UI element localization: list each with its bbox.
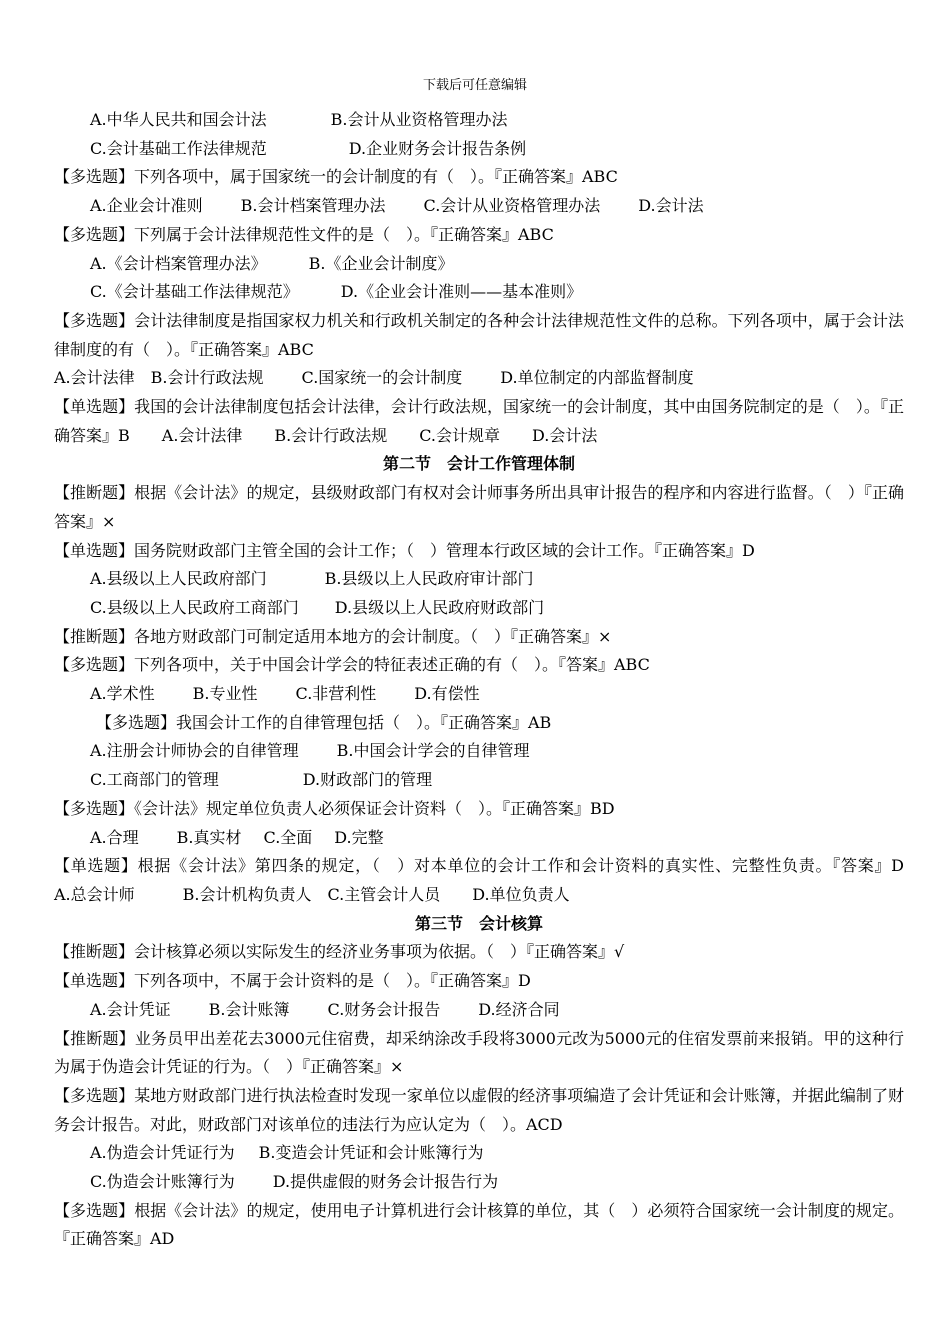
option-text: B.变造会计凭证和会计账簿行为 bbox=[258, 1143, 484, 1163]
text-line bbox=[54, 824, 904, 853]
text-line bbox=[54, 221, 904, 250]
option-text: D.完整 bbox=[334, 827, 384, 847]
text-line bbox=[54, 737, 904, 766]
text-line bbox=[54, 651, 904, 680]
section-heading bbox=[54, 450, 904, 479]
text-line bbox=[54, 163, 904, 192]
option-text: B.会计从业资格管理办法 bbox=[330, 110, 508, 129]
option-text: A.伪造会计凭证行为 bbox=[90, 1143, 235, 1163]
text-line bbox=[54, 795, 904, 824]
option-text: D.财政部门的管理 bbox=[302, 770, 433, 790]
line-text: 【多选题】下列属于会计法律规范性文件的是（ ）。『正确答案』ABC bbox=[54, 224, 554, 244]
line-text: 【多选题】下列各项中，属于国家统一的会计制度的有（ ）。『正确答案』ABC bbox=[54, 167, 618, 187]
option-text: D.有偿性 bbox=[414, 684, 480, 704]
option-text: A.中华人民共和国会计法 bbox=[90, 110, 267, 129]
option-text: B.会计账簿 bbox=[208, 999, 290, 1019]
line-text: 【多选题】根据《会计法》的规定，使用电子计算机进行会计核算的单位，其（ ）必须符合国家统一会计制度的规定。『正确答案』AD bbox=[54, 1200, 904, 1249]
line-text: 【多选题】某地方财政部门进行执法检查时发现一家单位以虚假的经济事项编造了会计凭证和会计账簿，并据此编制了财务会计报告。对此，财政部门对该单位的违法行为应认定为（ ）。ACD bbox=[54, 1085, 904, 1134]
text-line bbox=[54, 967, 904, 996]
text-line bbox=[54, 307, 904, 364]
option-text: B.会计档案管理办法 bbox=[240, 196, 386, 216]
text-line bbox=[54, 680, 904, 709]
option-text: A.注册会计师协会的自律管理 bbox=[90, 741, 299, 761]
line-text: 【推断题】业务员甲出差花去3000元住宿费，却采纳涂改手段将3000元改为5000元的住宿发票前来报销。甲的这种行为属于伪造会计凭证的行为。（ ）『正确答案』× bbox=[54, 1028, 904, 1077]
option-text: A.合理 bbox=[90, 827, 139, 847]
option-text: B.专业性 bbox=[192, 684, 258, 704]
option-text: A.《会计档案管理办法》 bbox=[90, 253, 267, 273]
option-text: A.会计凭证 bbox=[90, 999, 171, 1019]
line-text: 第二节 会计工作管理体制 bbox=[382, 454, 575, 474]
section-heading bbox=[54, 910, 904, 939]
text-line bbox=[54, 996, 904, 1025]
option-text: C.会计基础工作法律规范 bbox=[90, 138, 267, 158]
option-text: B.会计行政法规 bbox=[150, 368, 264, 388]
option-text: C.财务会计报告 bbox=[327, 999, 441, 1019]
option-text: A.县级以上人民政府部门 bbox=[90, 569, 267, 589]
option-text: C.工商部门的管理 bbox=[90, 770, 219, 790]
text-line bbox=[54, 1025, 904, 1082]
option-text: B.真实材 bbox=[176, 827, 242, 847]
text-line bbox=[54, 192, 904, 221]
option-text: B.《企业会计制度》 bbox=[308, 253, 454, 273]
option-text: D.会计法 bbox=[638, 196, 704, 216]
option-text: D.单位制定的内部监督制度 bbox=[500, 368, 694, 388]
text-line bbox=[54, 479, 904, 536]
line-text: 【单选题】我国的会计法律制度包括会计法律，会计行政法规，国家统一的会计制度，其中由国务院制定的是（ ）。『正确答案』B A.会计法律 B.会计行政法规 C.会计规章 D.会计法 bbox=[54, 397, 904, 445]
option-text: D.《企业会计准则——基本准则》 bbox=[340, 282, 583, 302]
document-body bbox=[54, 106, 937, 1254]
line-text: 【推断题】会计核算必须以实际发生的经济业务事项为依据。（ ）『正确答案』√ bbox=[54, 942, 625, 962]
text-line bbox=[54, 623, 904, 652]
text-line bbox=[54, 1168, 904, 1197]
line-text: 【多选题】下列各项中，关于中国会计学会的特征表述正确的有（ ）。『答案』ABC bbox=[54, 655, 650, 675]
text-line bbox=[54, 1139, 904, 1168]
option-text: C.会计从业资格管理办法 bbox=[423, 196, 601, 216]
text-line bbox=[54, 278, 904, 307]
option-text: B.县级以上人民政府审计部门 bbox=[324, 569, 534, 589]
option-text: C.非营利性 bbox=[295, 684, 377, 704]
line-text: 【多选题】会计法律制度是指国家权力机关和行政机关制定的各种会计法律规范性文件的总称。下列各项中，属于会计法律制度的有（ ）。『正确答案』ABC bbox=[54, 310, 904, 359]
option-text: A.企业会计准则 bbox=[90, 196, 203, 216]
text-line bbox=[54, 709, 904, 738]
text-line bbox=[54, 393, 904, 450]
option-text: A.学术性 bbox=[90, 684, 155, 704]
line-text: 【推断题】各地方财政部门可制定适用本地方的会计制度。（ ）『正确答案』× bbox=[54, 626, 612, 646]
option-text: D.县级以上人民政府财政部门 bbox=[334, 597, 545, 617]
text-line bbox=[54, 594, 904, 623]
option-text: C.全面 bbox=[263, 827, 313, 847]
option-text: D.提供虚假的财务会计报告行为 bbox=[272, 1172, 499, 1192]
option-text: C.伪造会计账簿行为 bbox=[90, 1172, 235, 1192]
text-line bbox=[54, 106, 904, 135]
line-text: 【多选题】《会计法》规定单位负责人必须保证会计资料（ ）。『正确答案』BD bbox=[54, 798, 615, 818]
line-text: 第三节 会计核算 bbox=[414, 913, 543, 933]
line-text: 【推断题】根据《会计法》的规定，县级财政部门有权对会计师事务所出具审计报告的程序和内容进行监督。（ ）『正确答案』× bbox=[54, 483, 904, 531]
line-text: 【单选题】下列各项中，不属于会计资料的是（ ）。『正确答案』D bbox=[54, 971, 531, 991]
text-line bbox=[54, 852, 937, 909]
option-text: C.《会计基础工作法律规范》 bbox=[90, 282, 299, 302]
text-line bbox=[54, 537, 904, 566]
text-line bbox=[54, 364, 904, 393]
text-line bbox=[54, 565, 904, 594]
option-text: D.经济合同 bbox=[478, 999, 560, 1019]
page-header: 下载后可任意编辑 bbox=[422, 78, 527, 93]
option-text: C.国家统一的会计制度 bbox=[301, 368, 463, 388]
line-text: 【多选题】我国会计工作的自律管理包括（ ）。『正确答案』AB bbox=[96, 712, 552, 732]
text-line bbox=[54, 938, 904, 967]
text-line bbox=[54, 1082, 904, 1139]
text-line bbox=[54, 766, 904, 795]
option-text: A.会计法律 bbox=[54, 368, 135, 388]
line-text: 【单选题】根据《会计法》第四条的规定，（ ）对本单位的会计工作和会计资料的真实性、完整性负责。『答案』D A.总会计师 B.会计机构负责人 C.主管会计人员 D.单位负责人 bbox=[54, 856, 937, 904]
option-text: D.企业财务会计报告条例 bbox=[348, 138, 527, 158]
option-text: C.县级以上人民政府工商部门 bbox=[90, 597, 299, 617]
text-line bbox=[54, 1197, 904, 1254]
text-line bbox=[54, 250, 904, 279]
line-text: 【单选题】国务院财政部门主管全国的会计工作；（ ）管理本行政区域的会计工作。『正确答案』D bbox=[54, 540, 755, 560]
option-text: B.中国会计学会的自律管理 bbox=[336, 741, 530, 761]
text-line bbox=[54, 135, 904, 164]
